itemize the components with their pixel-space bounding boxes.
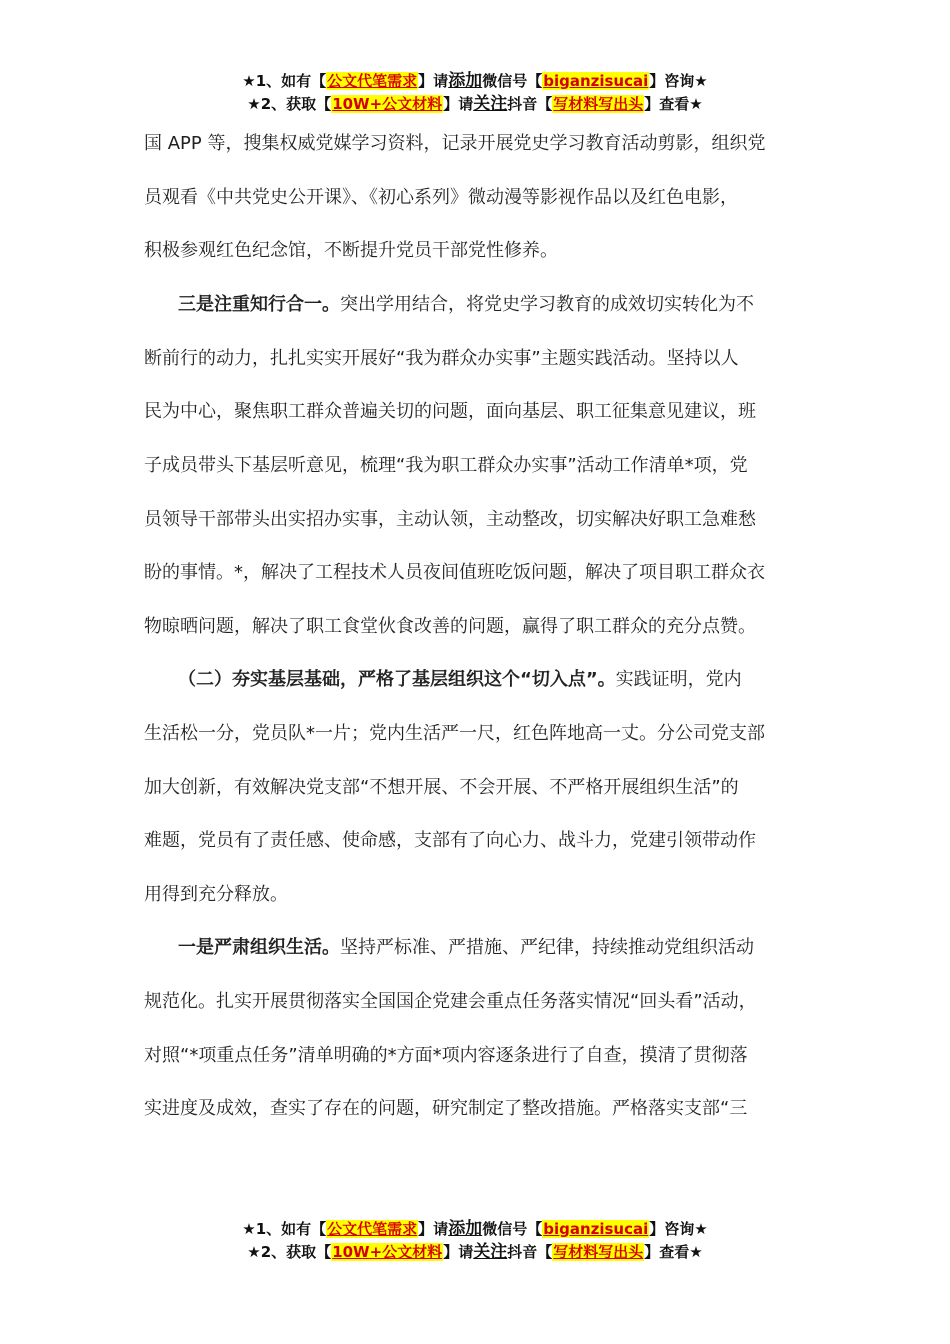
highlight-wechat-id: biganzisucai [543,72,649,90]
header-banner [0,70,950,116]
highlight-douyin: 写材料写出头 [553,1243,644,1261]
banner-text: ★2、获取【 [247,1243,332,1261]
banner-emphasis: 关注 [473,94,508,114]
banner-text: 】咨询★ [649,1220,708,1238]
body-line: 积极参观红色纪念馆，不断提升党员干部党性修养。 [144,240,558,261]
body-line: 实进度及成效，查实了存在的问题，研究制定了整改措施。严格落实支部“三 [144,1098,748,1119]
banner-text: 】请 [443,95,474,113]
highlight-service: 公文代笔需求 [327,1220,418,1238]
body-line: 规范化。扎实开展贯彻落实全国国企党建会重点任务落实情况“回头看”活动， [144,991,757,1012]
banner-text: 】查看★ [644,1243,703,1261]
highlight-service: 公文代笔需求 [327,72,418,90]
body-line: 国 APP 等，搜集权威党媒学习资料，记录开展党史学习教育活动剪影，组织党 [144,133,766,154]
footer-banner [0,1218,950,1264]
banner-text: 抖音【 [507,1243,553,1261]
banner-text: 微信号【 [482,72,543,90]
body-text: 坚持严标准、严措施、严纪律，持续推动党组织活动 [340,937,754,958]
banner-text: 】查看★ [644,95,703,113]
body-line: 用得到充分释放。 [144,884,288,905]
body-line: 加大创新，有效解决党支部“不想开展、不会开展、不严格开展组织生活”的 [144,777,739,798]
section-heading: （二）夯实基层基础，严格了基层组织这个“切入点”。 [178,669,616,690]
highlight-materials: 10W+公文材料 [332,95,443,113]
body-line [178,665,858,695]
banner-text: ★1、如有【 [242,72,327,90]
banner-line-1 [0,70,950,93]
body-line: 断前行的动力，扎扎实实开展好“我为群众办实事”主题实践活动。坚持以人 [144,348,739,369]
highlight-materials: 10W+公文材料 [332,1243,443,1261]
body-line: 对照“*项重点任务”清单明确的*方面*项内容逐条进行了自查，摸清了贯彻落 [144,1045,748,1066]
banner-text: ★2、获取【 [247,95,332,113]
body-line: 盼的事情。*，解决了工程技术人员夜间值班吃饭问题，解决了项目职工群众衣 [144,562,765,583]
body-line: 子成员带头下基层听意见，梳理“我为职工群众办实事”活动工作清单*项，党 [144,455,748,476]
highlight-douyin: 写材料写出头 [553,95,644,113]
banner-emphasis: 添加 [448,71,483,91]
banner-text: 】咨询★ [649,72,708,90]
body-line: 生活松一分，党员队*一片；党内生活严一尺，红色阵地高一丈。分公司党支部 [144,723,765,744]
banner-emphasis: 添加 [448,1219,483,1239]
banner-text: ★1、如有【 [242,1220,327,1238]
banner-text: 微信号【 [482,1220,543,1238]
body-line: 难题，党员有了责任感、使命感，支部有了向心力、战斗力，党建引领带动作 [144,830,756,851]
banner-text: 抖音【 [507,95,553,113]
paragraph-lead: 三是注重知行合一。 [178,294,340,315]
body-line: 民为中心，聚焦职工群众普遍关切的问题，面向基层、职工征集意见建议，班 [144,401,756,422]
banner-text: 】请 [418,1220,449,1238]
body-line: 员观看《中共党史公开课》、《初心系列》微动漫等影视作品以及红色电影， [144,187,738,208]
body-line [178,933,858,963]
banner-line-2 [0,93,950,116]
banner-text: 】请 [418,72,449,90]
banner-line-2 [0,1241,950,1264]
body-text: 实践证明，党内 [615,669,742,690]
highlight-wechat-id: biganzisucai [543,1220,649,1238]
banner-emphasis: 关注 [473,1242,508,1262]
banner-text: 】请 [443,1243,474,1261]
banner-line-1 [0,1218,950,1241]
paragraph-lead: 一是严肃组织生活。 [178,937,340,958]
body-line: 物晾晒问题，解决了职工食堂伙食改善的问题，赢得了职工群众的充分点赞。 [144,616,756,637]
body-text: 突出学用结合，将党史学习教育的成效切实转化为不 [340,294,754,315]
body-line [178,290,858,320]
body-line: 员领导干部带头出实招办实事，主动认领，主动整改，切实解决好职工急难愁 [144,509,756,530]
